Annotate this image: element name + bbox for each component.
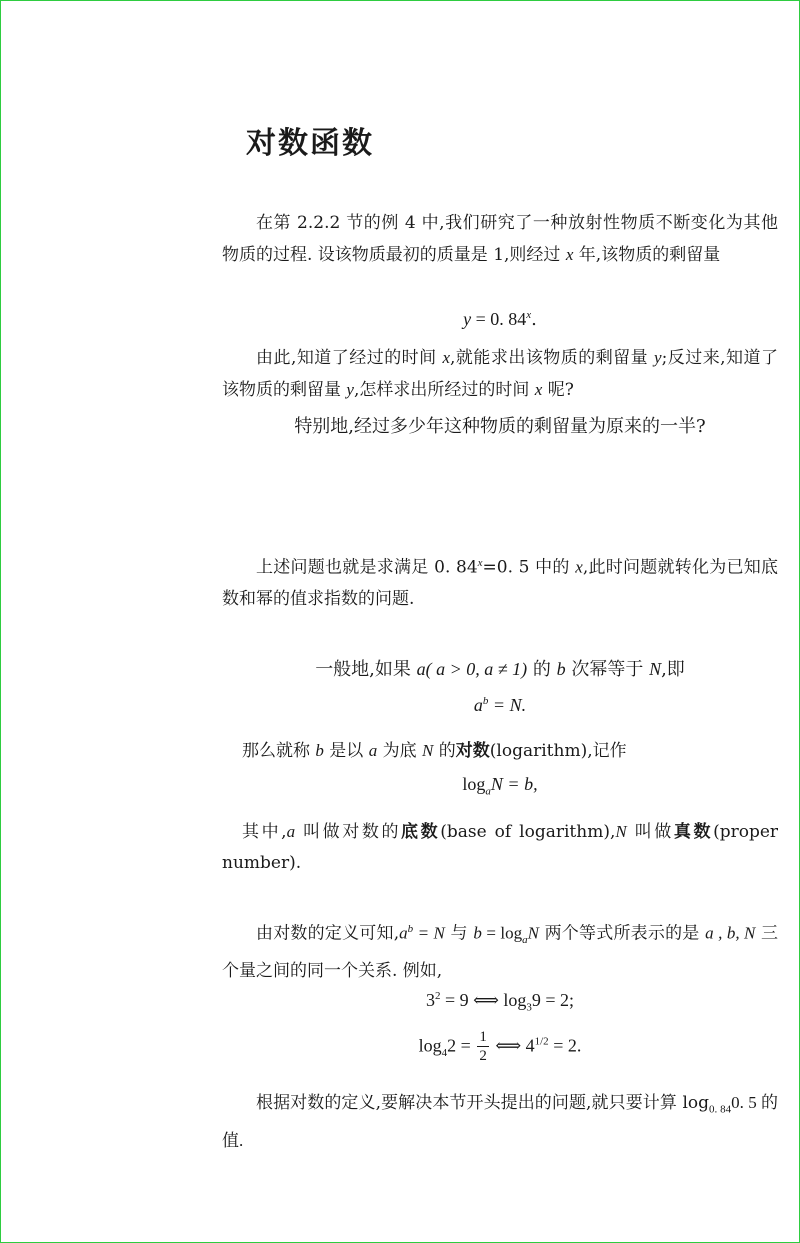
page-title: 对数函数 (246, 126, 374, 161)
example-2: $\log_42$ = $\frac{1}{2}$ ⟺ $4^{1/2} = 2$. (418, 1029, 582, 1064)
equivalence-paragraph: 由对数的定义可知$,a^b = N$ 与 $b = \log_aN$ 两个等式所表示的是 a , b, N 三个量之间的同一个关系. 例如, (222, 923, 779, 982)
intro-paragraph: 在第 2.2.2 节的例 4 中,我们研究了一种放射性物质不断变化为其他物质的过程. 设该物质最初的质量是 1,则经过 x 年,该物质的剩留量 (222, 213, 778, 265)
inverse-question-paragraph: 由此,知道了经过的时间 x,就能求出该物质的剩留量 y;反过来,知道了该物质的剩留量 y,怎样求出所经过的时间 x 呢? (222, 348, 779, 400)
definition-line-3: 其中,a 叫做对数的底数(base of logarithm),N 叫做真数(proper number). (222, 822, 779, 873)
power-equation: $a^b = N$. (473, 695, 527, 715)
term-proper-number: 真数 (673, 822, 714, 842)
fraction-one-half: $\frac{1}{2}$ (479, 1029, 487, 1064)
decay-formula: y = 0. 84$^x$. (463, 309, 537, 330)
term-logarithm: 对数 (455, 741, 490, 761)
term-base: 底数 (401, 822, 441, 842)
example-1: $3^2 = 9$ ⟺ $\log_39 = 2$; (425, 990, 575, 1014)
half-life-question: 特别地,经过多少年这种物质的剩留量为原来的一半? (294, 416, 706, 437)
log-equation: $\log_aN = b$, (462, 774, 538, 798)
definition-line-2: 那么就称 b 是以 a 为底 N 的对数(logarithm),记作 (242, 741, 627, 761)
problem-restatement: 上述问题也就是求满足 0. $84^x=0$. 5 中的 x,此时问题就转化为已知底数和幂的值求指数的问题. (222, 557, 778, 609)
conclusion-paragraph: 根据对数的定义,要解决本节开头提出的问题,就只要计算 $\log_{0. 84}0$. 5 的值. (222, 1093, 779, 1151)
definition-line-1: 一般地,如果 a( a > 0, a ≠ 1) 的 b 次幂等于 N,即 (315, 659, 685, 680)
